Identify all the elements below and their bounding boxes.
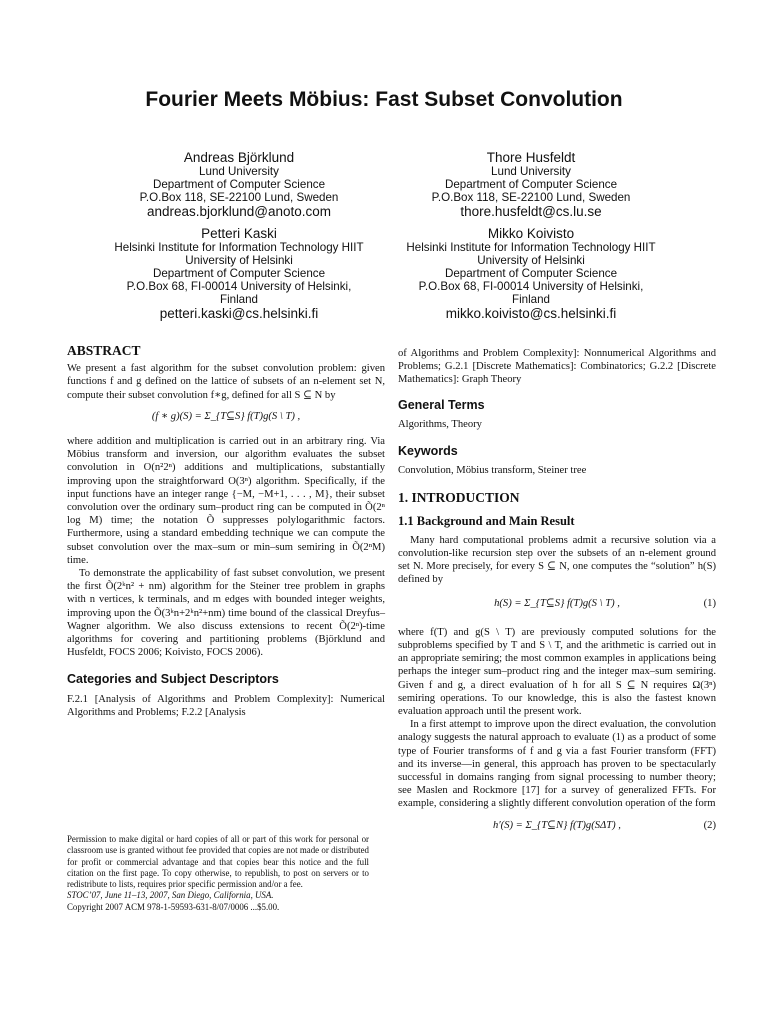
permission-notice — [67, 834, 369, 913]
author-block-3 — [94, 226, 384, 321]
author-email: andreas.bjorklund@anoto.com — [146, 204, 332, 219]
equation-2-body: h′(S) = Σ_{T⊆N} f(T)g(SΔT) , — [493, 819, 621, 831]
abstract-paragraph: To demonstrate the applicability of fast subset convolution, we present the first Õ(2ᵏn² + nm) algorithm for the Steiner tree problem in graphs with n vertices, k terminals, and m edges with bounded integer weights, improving upon the Õ(3ᵏn+2ᵏn²+nm) time bound of the classical Dreyfus–Wagner algorithm. We also discuss extensions to recent Õ(2ⁿ)-time algorithms for covering and partitioning problems (Björklund and Husfeldt, FOCS 2006; Koivisto, FOCS 2006). — [67, 568, 385, 659]
author-affiliation: P.O.Box 68, FI-00014 University of Helsinki, — [418, 280, 644, 293]
author-affiliation: Department of Computer Science — [444, 178, 618, 191]
categories-text: F.2.1 [Analysis of Algorithms and Problem Complexity]: Numerical Algorithms and Problems; F.2.2 [Analysis — [67, 693, 385, 718]
left-column — [67, 344, 385, 719]
general-terms-heading: General Terms — [398, 397, 485, 412]
author-block-4 — [386, 226, 676, 321]
author-affiliation: Department of Computer Science — [444, 267, 618, 280]
equation-1-number: (1) — [703, 597, 716, 609]
intro-paragraph: where f(T) and g(S \ T) are previously computed solutions for the subproblems specified by T and S \ T, and the arithmetic is carried out in an appropriate semiring; the most common examples in applications being perhaps the integer sum–product ring and the integer max–sum semiring. Given f and g, a direct evaluation of h for all S ⊆ N requires Ω(3ⁿ) semiring operations. To our knowledge, this is also the fastest known evaluation approach until the present work. — [398, 626, 716, 718]
venue-text: STOC’07, June 11–13, 2007, San Diego, California, USA. — [67, 890, 274, 901]
author-affiliation: Lund University — [199, 165, 279, 178]
author-email: petteri.kaski@cs.helsinki.fi — [159, 306, 319, 321]
author-affiliation: Finland — [511, 293, 551, 306]
author-name: Andreas Björklund — [183, 150, 295, 165]
author-email: mikko.koivisto@cs.helsinki.fi — [445, 306, 617, 321]
author-affiliation: P.O.Box 68, FI-00014 University of Helsinki, — [126, 280, 352, 293]
author-affiliation: Helsinki Institute for Information Technology HIIT — [406, 241, 656, 254]
intro-paragraph: Many hard computational problems admit a recursive solution via a convolution-like recursion step over the subsets of an n-element ground set N. More precisely, for every S ⊆ N, one computes the “solution” h(S) defined by — [398, 534, 716, 586]
author-block-2 — [386, 150, 676, 219]
intro-paragraph: In a first attempt to improve upon the direct evaluation, the convolution analogy suggests the natural approach to evaluate (1) as a product of some type of Fourier transforms of f and g via a fast Fourier transform (FFT) and its inverse—in general, this approach has proven to be spectacularly successful in domains ranging from signal processing to number theory; see Maslen and Rockmore [17] for a survey of generalized FFTs. For example, considering a slightly different convolution operation of the form — [398, 719, 716, 810]
categories-continued: of Algorithms and Problem Complexity]: Nonnumerical Algorithms and Problems; G.2.1 [Discrete Mathematics]: Combinatorics; G.2.2 [Discrete Mathematics]: Graph Theory — [398, 348, 716, 386]
equation-2 — [398, 819, 716, 832]
subset-convolution-equation: (f ∗ g)(S) = Σ_{T⊆S} f(T)g(S \ T) , — [151, 410, 301, 422]
paper-title: Fourier Meets Möbius: Fast Subset Convolution — [145, 88, 623, 111]
equation-2-number: (2) — [703, 819, 716, 831]
copyright-text: Copyright 2007 ACM 978-1-59593-631-8/07/0006 ...$5.00. — [67, 901, 280, 912]
abstract-paragraph: where addition and multiplication is carried out in an arbitrary ring. Via Möbius transform and inversion, our algorithm evaluates the subset convolution in O(n²2ⁿ) additions and multiplications, substantially improving upon the straightforward O(3ⁿ) algorithm. Specifically, if the input functions have an integer range {−M, −M+1, . . . , M}, their subset convolution over the ordinary sum–product ring can be computed in Õ(2ⁿ log M) time; the notation Õ suppresses polylogarithmic factors. Furthermore, using a standard embedding technique we can compute the subset convolution over the max–sum or min–sum semiring in Õ(2ⁿM) time. — [67, 436, 385, 566]
subsection-heading: 1.1 Background and Main Result — [398, 513, 575, 528]
author-affiliation: University of Helsinki — [477, 254, 585, 267]
author-affiliation: P.O.Box 118, SE-22100 Lund, Sweden — [139, 191, 339, 204]
introduction-heading: 1. INTRODUCTION — [398, 490, 520, 506]
author-affiliation: P.O.Box 118, SE-22100 Lund, Sweden — [431, 191, 631, 204]
author-affiliation: Lund University — [491, 165, 571, 178]
author-affiliation: Helsinki Institute for Information Technology HIIT — [114, 241, 364, 254]
equation-1 — [398, 597, 716, 610]
author-affiliation: Department of Computer Science — [152, 267, 326, 280]
keywords-heading: Keywords — [398, 444, 458, 459]
general-terms-text: Algorithms, Theory — [398, 418, 482, 430]
author-affiliation: University of Helsinki — [185, 254, 293, 267]
equation-1-body: h(S) = Σ_{T⊆S} f(T)g(S \ T) , — [494, 597, 620, 609]
categories-heading: Categories and Subject Descriptors — [67, 672, 279, 687]
author-block-1 — [94, 150, 384, 219]
keywords-text: Convolution, Möbius transform, Steiner tree — [398, 465, 587, 477]
right-column — [398, 347, 716, 832]
author-name: Mikko Koivisto — [487, 226, 575, 241]
permission-text: Permission to make digital or hard copies of all or part of this work for personal or classroom use is granted without fee provided that copies are not made or distributed for profit or commercial advantage and that copies bear this notice and the full citation on the first page. To copy otherwise, to republish, to post on servers or to redistribute to lists, requires prior specific permission and/or a fee. — [67, 834, 369, 890]
author-affiliation: Department of Computer Science — [152, 178, 326, 191]
author-email: thore.husfeldt@cs.lu.se — [460, 204, 602, 219]
abstract-paragraph: We present a fast algorithm for the subset convolution problem: given functions f and g defined on the lattice of subsets of an n-element set N, compute their subset convolution f∗g, defined for all S ⊆ N by — [67, 363, 385, 401]
author-name: Petteri Kaski — [201, 226, 277, 241]
author-affiliation: Finland — [219, 293, 259, 306]
abstract-heading: ABSTRACT — [67, 343, 141, 358]
author-name: Thore Husfeldt — [486, 150, 576, 165]
